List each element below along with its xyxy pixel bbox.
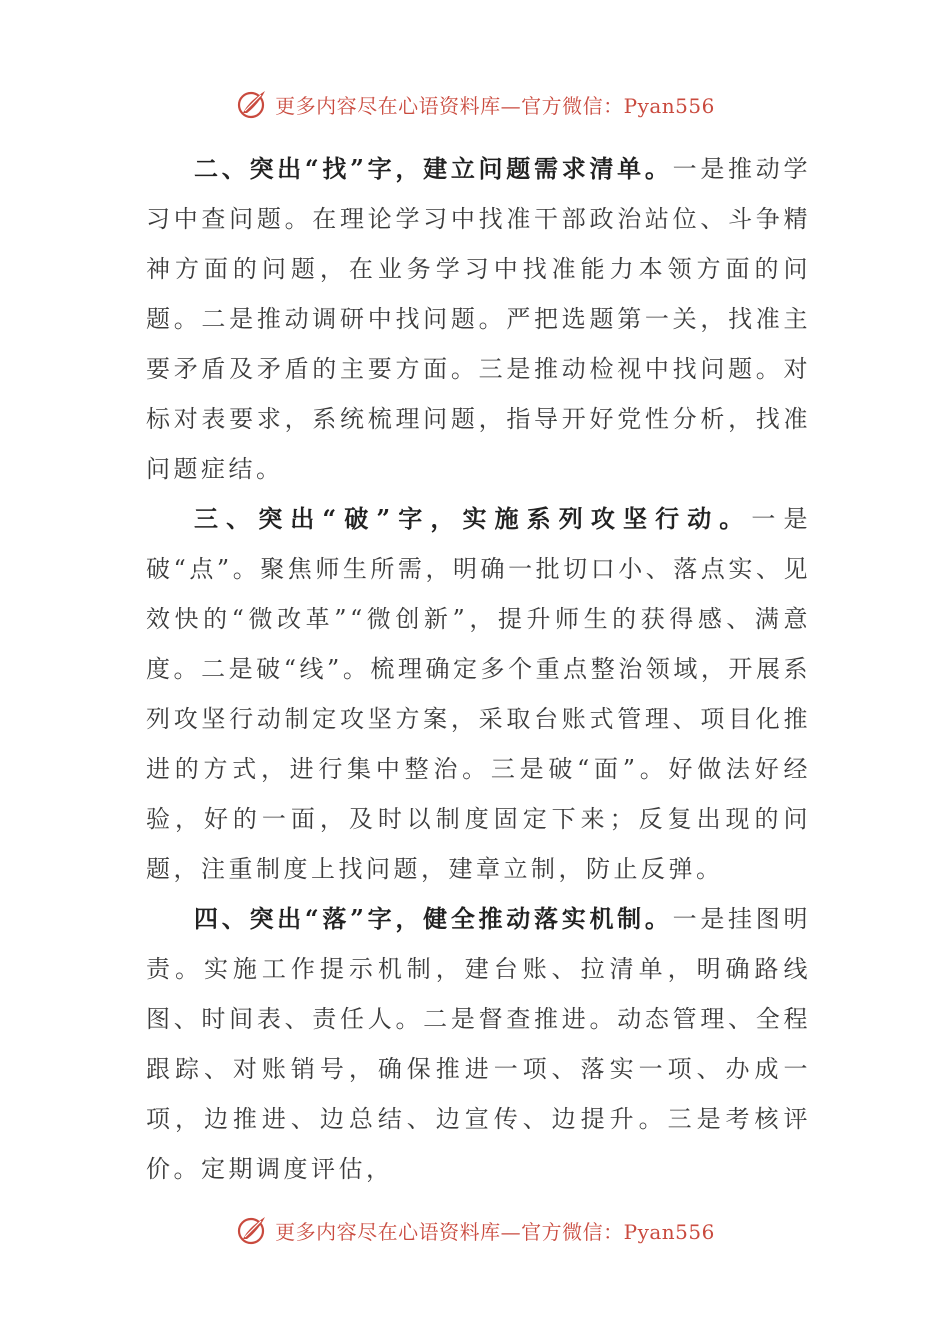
paragraph-2: [146, 144, 811, 494]
paragraph-heading: 四、突出“落”字，健全推动落实机制。: [194, 904, 673, 933]
header-banner-text: [275, 90, 715, 119]
footer-banner: [0, 1210, 950, 1250]
paragraph-text: 一是推动学习中查问题。在理论学习中找准干部政治站位、斗争精神方面的问题，在业务学习中找准能力本领方面的问题。二是推动调研中找问题。严把选题第一关，找准主要矛盾及矛盾的主要方面。三是推动检视中找问题。对标对表要求，系统梳理问题，指导开好党性分析，找准问题症结。: [146, 155, 811, 483]
paragraph-4: [146, 894, 811, 1194]
footer-banner-label: 更多内容尽在心语资料库—官方微信：: [275, 1219, 624, 1244]
document-body: [146, 144, 811, 1194]
footer-wechat-id: Pyan556: [623, 1219, 715, 1244]
paragraph-text: 一是破“点”。聚焦师生所需，明确一批切口小、落点实、见效快的“微改革”“微创新”，提升师生的获得感、满意度。二是破“线”。梳理确定多个重点整治领域，开展系列攻坚行动制定攻坚方案，采取台账式管理、项目化推进的方式，进行集中整治。三是破“面”。好做法好经验，好的一面，及时以制度固定下来；反复出现的问题，注重制度上找问题，建章立制，防止反弹。: [146, 505, 812, 883]
header-banner-label: 更多内容尽在心语资料库—官方微信：: [275, 93, 624, 118]
paragraph-text: 一是挂图明责。实施工作提示机制，建台账、拉清单，明确路线图、时间表、责任人。二是督查推进。动态管理、全程跟踪、对账销号，确保推进一项、落实一项、办成一项，边推进、边总结、边宣传、边提升。三是考核评价。定期调度评估，: [146, 905, 811, 1183]
header-banner: [0, 84, 950, 124]
quill-seal-icon: [235, 87, 269, 121]
paragraph-heading: 二、突出“找”字，建立问题需求清单。: [194, 154, 673, 183]
header-wechat-id: Pyan556: [623, 93, 715, 118]
footer-banner-text: [275, 1216, 715, 1245]
quill-seal-icon: [235, 1213, 269, 1247]
paragraph-3: [146, 494, 811, 894]
paragraph-heading: 三、突出“破”字，实施系列攻坚行动。: [194, 504, 752, 533]
